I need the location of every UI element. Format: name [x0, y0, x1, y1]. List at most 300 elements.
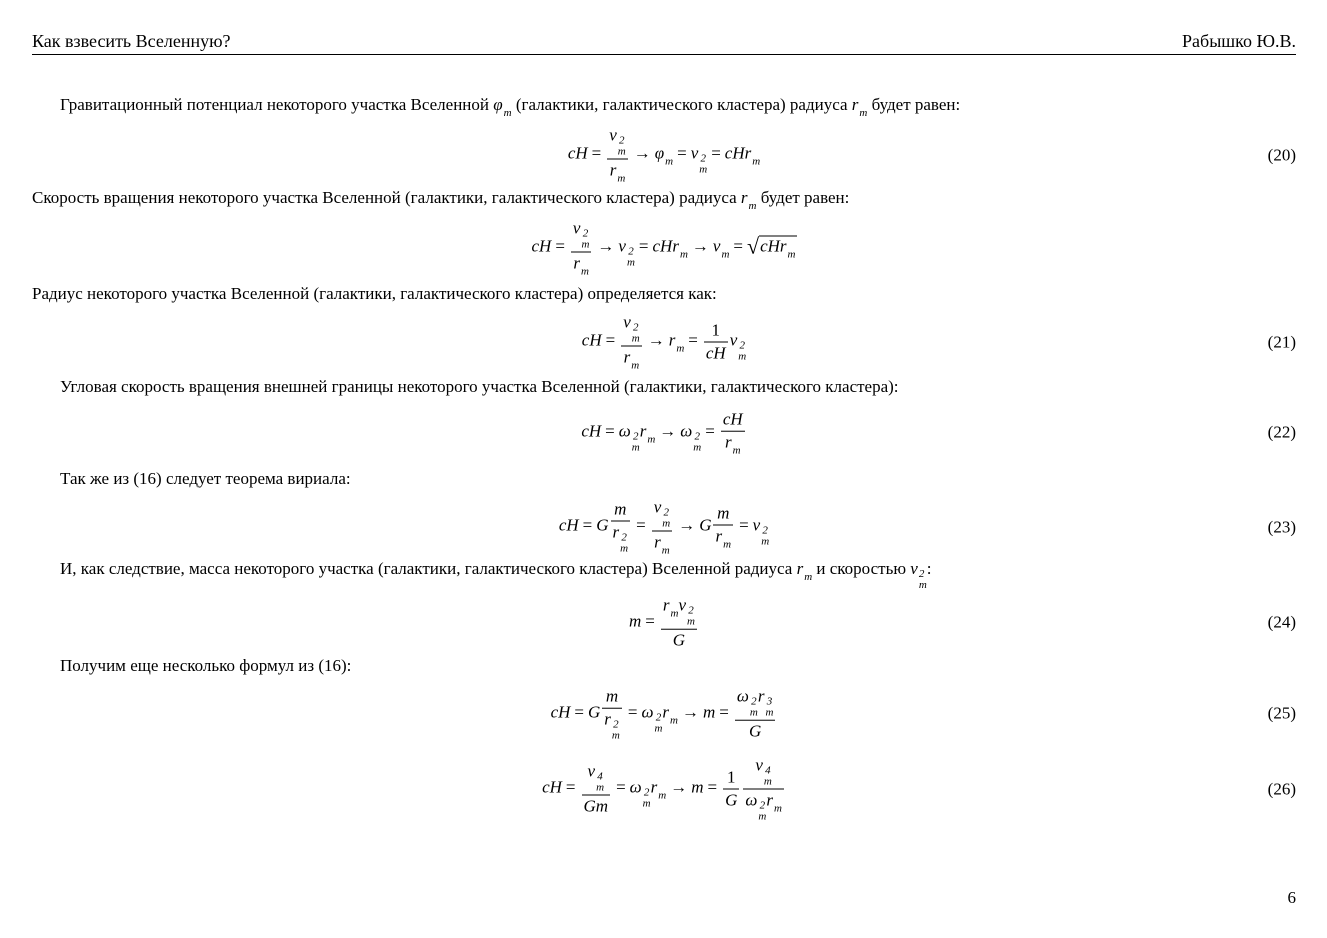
display-equation: [32, 219, 1296, 278]
equation-number: (25): [1267, 703, 1296, 723]
math-subscript: m: [687, 615, 695, 628]
math-subscripted: [641, 703, 662, 735]
math-operator: =: [591, 143, 602, 163]
math-scripts: [774, 804, 782, 815]
math-superscript: 2: [700, 152, 706, 165]
math-operator: =: [688, 330, 698, 350]
math-scripts: [733, 445, 741, 456]
paragraph-text: будет равен:: [756, 188, 850, 207]
math-subscripted: [609, 126, 626, 158]
math-superscript: 2: [694, 430, 701, 443]
fraction-numerator: [607, 126, 628, 160]
equation-math: [558, 497, 770, 557]
math-subscript: m: [631, 359, 640, 372]
math-base: r: [715, 526, 723, 546]
math-scripts: [618, 136, 626, 158]
math-operator: →: [691, 236, 709, 256]
math-superscript: 2: [739, 339, 745, 352]
math-subscripted: [725, 432, 741, 456]
math-subscript: m: [661, 544, 670, 557]
math-symbol: cH: [542, 777, 562, 797]
math-symbol: G: [672, 630, 686, 650]
paragraph: [32, 95, 1296, 119]
math-base: v: [690, 143, 699, 163]
running-title: Как взвесить Вселенную?: [32, 31, 231, 51]
fraction-numerator: [652, 498, 673, 532]
math-base: r: [766, 790, 773, 810]
fraction-denominator: [611, 521, 631, 554]
math-subscripted: [624, 348, 640, 372]
math-subscript: m: [679, 248, 688, 261]
display-equation: [32, 756, 1296, 823]
math-subscript: m: [658, 789, 667, 802]
math-subscript: m: [918, 579, 927, 591]
math-subscript: m: [748, 200, 757, 212]
math-subscript: m: [670, 607, 679, 620]
math-subscript: m: [631, 332, 640, 345]
math-fraction: [713, 504, 733, 551]
math-scripts: [693, 432, 701, 454]
math-fraction: [582, 762, 611, 817]
math-symbol: cH: [724, 143, 745, 163]
math-symbol: m: [629, 611, 642, 631]
math-superscript: 2: [628, 245, 634, 258]
math-superscript: 2: [762, 524, 768, 537]
math-fraction: [571, 219, 592, 278]
math-base: r: [623, 347, 631, 367]
math-base: v: [910, 559, 918, 578]
fraction-denominator: [713, 525, 733, 550]
math-symbol: G: [725, 790, 738, 810]
page-number: 6: [1287, 888, 1296, 907]
paragraph: [32, 284, 1296, 304]
equation-math: [581, 312, 747, 372]
math-symbol: cH: [550, 702, 571, 722]
math-operator: →: [659, 421, 677, 441]
math-base: r: [662, 702, 670, 722]
math-subscripted: [741, 188, 757, 212]
fraction-numerator: [721, 410, 745, 432]
math-superscript: 3: [766, 695, 773, 708]
math-base: r: [796, 559, 804, 578]
math-scripts: [581, 229, 589, 251]
math-scripts: [749, 201, 757, 212]
paragraph-text: Радиус некоторого участка Вселенной (галактики, галактического кластера) определяется как:: [32, 284, 717, 303]
fraction-numerator: [661, 596, 697, 630]
math-scripts: [680, 250, 688, 261]
math-base: v: [752, 515, 761, 535]
math-base: v: [609, 125, 617, 145]
math-subscript: m: [596, 781, 605, 794]
fraction-denominator: [621, 347, 642, 372]
header-rule: [32, 54, 1296, 55]
math-subscripted: [691, 144, 708, 176]
math-operator: →: [597, 236, 615, 256]
math-superscript: 2: [643, 786, 650, 799]
math-operator: →: [682, 702, 699, 722]
math-superscript: 2: [632, 430, 639, 443]
math-subscripted: [654, 533, 670, 557]
math-subscripted: [715, 526, 731, 550]
math-scripts: [750, 697, 758, 719]
math-subscripted: [604, 709, 620, 741]
math-subscripted: [678, 596, 695, 628]
math-subscripted: [630, 778, 651, 810]
fraction-denominator: [571, 253, 592, 278]
math-subscripted: [663, 596, 679, 620]
fraction-denominator: [723, 790, 739, 811]
display-equation: [32, 313, 1296, 372]
math-base: r: [654, 532, 661, 552]
math-subscripted: [730, 331, 747, 363]
math-symbol: cH: [760, 236, 780, 256]
math-base: ω: [618, 421, 631, 441]
math-scripts: [662, 508, 670, 530]
math-base: r: [604, 709, 611, 729]
fraction-numerator: [602, 687, 622, 709]
math-scripts: [631, 361, 639, 372]
fraction-numerator: [621, 313, 642, 347]
math-subscript: m: [581, 238, 590, 251]
fraction-denominator: [743, 790, 784, 823]
math-symbol: cH: [531, 236, 552, 256]
math-subscript: m: [626, 256, 635, 269]
math-base: r: [650, 777, 658, 797]
paragraph: [32, 656, 1296, 676]
math-subscript: m: [642, 797, 651, 810]
math-subscripted: [654, 498, 671, 530]
math-operator: =: [565, 777, 576, 797]
math-operator: =: [605, 330, 616, 350]
math-scripts: [665, 157, 673, 168]
math-base: v: [729, 330, 738, 350]
fraction-denominator: [607, 160, 628, 185]
math-subscripted: [573, 254, 589, 278]
math-fraction: [721, 410, 745, 457]
math-superscript: 2: [621, 531, 627, 544]
math-subscript: m: [721, 248, 730, 261]
math-subscript: m: [670, 714, 678, 727]
fraction-denominator: [735, 721, 776, 742]
equation-number: (22): [1267, 422, 1296, 442]
math-operator: →: [678, 515, 696, 535]
paragraph-text: Скорость вращения некоторого участка Вселенной (галактики, галактического кластера) радиуса: [32, 188, 741, 207]
math-superscript: 4: [597, 770, 603, 783]
math-operator: =: [711, 143, 721, 163]
math-subscript: m: [749, 706, 758, 719]
equation-number: (24): [1267, 612, 1296, 632]
math-base: ω: [629, 777, 642, 797]
math-subscripted: [669, 331, 685, 355]
math-base: v: [587, 761, 596, 781]
math-scripts: [670, 716, 678, 727]
math-superscript: 2: [613, 718, 619, 731]
math-operator: =: [627, 702, 638, 722]
fraction-denominator: [652, 532, 673, 557]
equation-math: [567, 125, 761, 185]
math-base: v: [678, 595, 687, 615]
math-fraction: [607, 126, 628, 185]
math-subscripted: [662, 703, 678, 727]
radical-sign: √: [747, 233, 760, 259]
math-subscripted: [737, 687, 758, 719]
equation-math: [542, 755, 786, 823]
paragraph-text: Гравитационный потенциал некоторого участка Вселенной: [60, 95, 494, 114]
math-operator: =: [605, 421, 615, 441]
equation-math: [550, 686, 778, 742]
fraction-numerator: [704, 321, 728, 343]
math-subscripted: [610, 161, 626, 185]
math-scripts: [761, 526, 769, 548]
math-subscript: m: [617, 172, 626, 185]
equation-number: (23): [1267, 517, 1296, 536]
math-scripts: [723, 539, 731, 550]
math-superscript: 2: [751, 695, 757, 708]
math-subscripted: [588, 762, 605, 794]
math-symbol: G: [588, 702, 601, 722]
math-subscripted: [745, 791, 766, 823]
math-fraction: [602, 687, 622, 742]
math-scripts: [596, 772, 604, 794]
math-symbol: cH: [722, 409, 743, 429]
display-equation: [32, 596, 1296, 651]
math-subscript: m: [665, 155, 674, 168]
math-superscript: 2: [619, 134, 625, 147]
math-subscripted: [758, 687, 774, 719]
math-subscript: m: [765, 706, 774, 719]
math-superscript: 2: [688, 604, 694, 617]
math-subscript: m: [620, 542, 629, 555]
math-symbol: cH: [581, 330, 602, 350]
math-base: r: [740, 188, 748, 207]
display-equation: [32, 687, 1296, 742]
math-superscript: 4: [765, 764, 771, 777]
math-subscript: m: [787, 248, 796, 261]
math-scripts: [662, 546, 670, 557]
math-subscript: m: [676, 342, 685, 355]
math-operator: =: [733, 236, 744, 256]
math-fraction: [704, 321, 728, 363]
math-subscript: m: [738, 350, 747, 363]
math-subscripted: [680, 422, 701, 454]
display-equation: [32, 498, 1296, 557]
math-base: r: [757, 686, 765, 706]
math-superscript: 2: [663, 506, 669, 519]
math-symbol: m: [691, 777, 704, 797]
paragraph-text: будет равен:: [867, 95, 961, 114]
math-scripts: [738, 341, 746, 363]
math-subscripted: [619, 422, 640, 454]
math-fraction: [661, 596, 697, 651]
math-fraction: [723, 768, 739, 810]
math-base: ω: [745, 790, 758, 810]
running-author: Рабышко Ю.В.: [1182, 31, 1296, 51]
math-subscript: m: [617, 145, 626, 158]
math-scripts: [504, 108, 512, 119]
math-subscripted: [780, 237, 796, 261]
math-base: r: [744, 143, 752, 163]
math-base: v: [712, 236, 721, 256]
fraction-numerator: [743, 756, 784, 790]
math-scripts: [617, 174, 625, 185]
math-fraction: [652, 498, 673, 557]
math-subscripted: [493, 95, 511, 119]
math-subscript: m: [503, 107, 512, 119]
math-base: φ: [493, 95, 503, 114]
math-operator: =: [582, 515, 593, 535]
equation-number: (20): [1267, 145, 1296, 164]
paragraph-text: Получим еще несколько формул из (16):: [60, 656, 352, 675]
math-fraction: [743, 756, 784, 823]
math-subscript: m: [773, 802, 782, 815]
math-subscript: m: [732, 444, 741, 457]
math-subscripted: [755, 756, 772, 788]
equation-math: [629, 595, 699, 650]
paragraph-text: :: [926, 559, 932, 578]
math-base: v: [755, 755, 763, 775]
math-operator: =: [616, 777, 626, 797]
math-superscript: 2: [759, 799, 766, 812]
math-symbol: Gm: [583, 796, 609, 816]
paragraph: [32, 469, 1296, 489]
math-base: r: [668, 330, 676, 350]
paragraph-text: Так же из (16) следует теорема вириала:: [60, 469, 351, 488]
math-subscripted: [623, 313, 640, 345]
paragraph: [32, 188, 1296, 212]
fraction-numerator: [611, 500, 631, 522]
radicand: [759, 236, 796, 261]
math-base: ω: [736, 686, 749, 706]
math-base: r: [779, 236, 787, 256]
math-subscript: m: [763, 775, 772, 788]
math-subscripted: [651, 778, 667, 802]
math-base: r: [573, 253, 580, 273]
math-base: v: [618, 236, 626, 256]
math-subscripted: [640, 422, 656, 446]
math-base: r: [851, 95, 859, 114]
math-subscripted: [573, 219, 590, 251]
fraction-denominator: [721, 431, 745, 456]
math-symbol: cH: [581, 421, 602, 441]
math-subscripted: [618, 237, 635, 269]
math-square-root: [747, 234, 796, 261]
math-scripts: [721, 250, 729, 261]
math-operator: =: [638, 236, 649, 256]
math-subscript: m: [699, 163, 708, 176]
math-operator: =: [739, 515, 749, 535]
math-scripts: [654, 713, 662, 735]
math-subscript: m: [654, 722, 663, 735]
paragraph-text: Угловая скорость вращения внешней границы некоторого участка Вселенной (галактики, галактического кластера):: [60, 377, 899, 396]
math-subscripted: [713, 237, 730, 261]
math-subscripted: [797, 559, 813, 583]
math-symbol: m: [605, 686, 619, 706]
math-subscript: m: [859, 107, 868, 119]
fraction-numerator: [723, 768, 739, 790]
math-operator: =: [636, 515, 646, 535]
math-symbol: cH: [705, 343, 726, 363]
math-number: 1: [726, 767, 736, 787]
math-operator: =: [677, 143, 687, 163]
math-subscript: m: [631, 441, 640, 454]
math-scripts: [620, 532, 628, 554]
equation-math: [531, 218, 797, 278]
math-fraction: [621, 313, 642, 372]
math-superscript: 2: [918, 568, 925, 580]
math-symbol: m: [703, 702, 716, 722]
equation-number: (21): [1267, 332, 1296, 351]
math-subscript: m: [647, 433, 656, 446]
math-scripts: [647, 435, 655, 446]
math-scripts: [758, 801, 766, 823]
math-scripts: [632, 432, 640, 454]
equation-math: [581, 409, 746, 457]
paragraph-text: и скоростью: [812, 559, 911, 578]
math-scripts: [627, 247, 635, 269]
math-operator: →: [670, 777, 688, 797]
math-scripts: [788, 250, 796, 261]
fraction-denominator: [582, 796, 611, 817]
math-scripts: [676, 344, 684, 355]
math-base: r: [672, 236, 679, 256]
math-base: ω: [641, 702, 654, 722]
math-base: v: [572, 218, 581, 238]
math-superscript: 2: [632, 321, 639, 334]
math-operator: =: [719, 702, 729, 722]
math-symbol: m: [717, 503, 730, 523]
math-operator: =: [574, 702, 584, 722]
math-subscripted: [753, 516, 770, 548]
math-base: r: [609, 160, 617, 180]
math-base: r: [662, 595, 670, 615]
paragraph-text: (галактики, галактического кластера) радиуса: [511, 95, 852, 114]
math-subscripted: [910, 559, 927, 591]
fraction-denominator: [704, 343, 728, 364]
math-scripts: [632, 323, 640, 345]
math-subscripted: [745, 144, 761, 168]
math-scripts: [699, 154, 707, 176]
math-operator: →: [647, 330, 665, 350]
math-subscripted: [655, 144, 673, 168]
math-subscript: m: [761, 535, 770, 548]
math-operator: =: [555, 236, 565, 256]
math-scripts: [804, 572, 812, 583]
fraction-numerator: [713, 504, 733, 526]
math-symbol: cH: [567, 143, 588, 163]
fraction-numerator: [582, 762, 611, 796]
math-scripts: [765, 697, 773, 719]
math-scripts: [658, 791, 666, 802]
math-operator: →: [633, 143, 651, 163]
math-base: v: [653, 497, 662, 517]
math-subscript: m: [662, 517, 671, 530]
math-fraction: [611, 500, 631, 555]
math-scripts: [643, 788, 651, 810]
paragraph-text: И, как следствие, масса некоторого участка (галактики, галактического кластера) Вселенной радиуса: [60, 559, 797, 578]
math-subscripted: [613, 522, 629, 554]
fraction-numerator: [571, 219, 592, 253]
math-operator: =: [707, 777, 718, 797]
fraction-denominator: [602, 708, 622, 741]
math-fraction: [735, 687, 776, 742]
equation-number: (26): [1267, 779, 1296, 798]
fraction-numerator: [735, 687, 776, 721]
math-subscript: m: [611, 729, 620, 742]
math-base: r: [724, 432, 732, 452]
math-base: v: [623, 312, 631, 332]
paragraph: [32, 377, 1296, 397]
math-scripts: [581, 267, 589, 278]
